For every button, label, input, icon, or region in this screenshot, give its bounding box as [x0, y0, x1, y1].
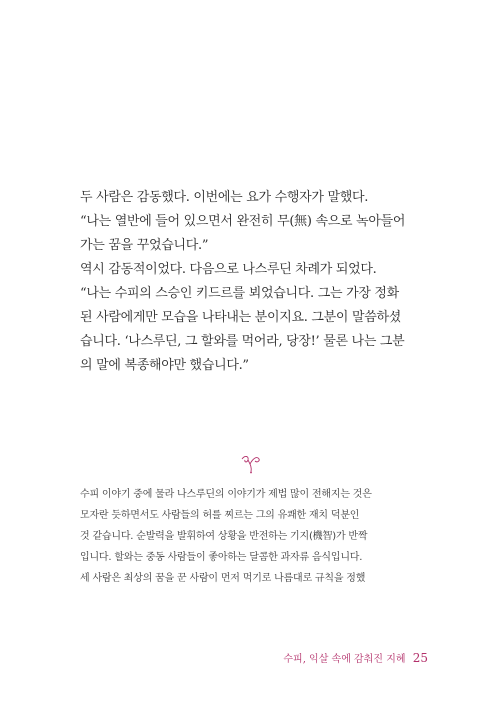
body-line: 가는 꿈을 꾸었습니다.” [80, 238, 209, 253]
commentary-line: 수피 이야기 중에 물라 나스루딘의 이야기가 제법 많이 전해지는 것은 [80, 489, 372, 500]
body-line: 된 사람에게만 모습을 나타내는 분이지요. 그분이 말씀하셨 [80, 310, 402, 325]
commentary-line: 입니다. 할와는 중동 사람들이 좋아하는 달콤한 과자류 음식입니다. [80, 552, 363, 563]
body-line: 의 말에 복종해야만 했습니다.” [80, 358, 249, 373]
fleuron-ornament-icon [237, 452, 263, 474]
body-line: “나는 수피의 스승인 키드르를 뵈었습니다. 그는 가장 정화 [80, 286, 399, 301]
page-number: 25 [412, 651, 428, 665]
running-title: 수피, 익살 속에 감춰진 지혜 [283, 654, 406, 665]
body-line: “나는 열반에 들어 있으면서 완전히 무(無) 속으로 녹아들어 [80, 214, 406, 229]
commentary-text [80, 484, 428, 589]
commentary-line: 모자란 듯하면서도 사람들의 허를 찌르는 그의 유쾌한 재치 덕분인 [80, 510, 360, 521]
body-line: 습니다. ‘나스루딘, 그 할와를 먹어라, 당장!’ 물론 나는 그분 [80, 334, 405, 349]
commentary-line: 것 같습니다. 순발력을 발휘하여 상황을 반전하는 기지(機智)가 반짝 [80, 531, 368, 542]
body-text [80, 186, 428, 378]
body-line: 역시 감동적이었다. 다음으로 나스루딘 차례가 되었다. [80, 262, 377, 277]
body-line: 두 사람은 감동했다. 이번에는 요가 수행자가 말했다. [80, 190, 369, 205]
commentary-line: 세 사람은 최상의 꿈을 꾼 사람이 먼저 먹기로 나름대로 규칙을 정했 [80, 573, 366, 584]
page-footer [283, 650, 428, 665]
